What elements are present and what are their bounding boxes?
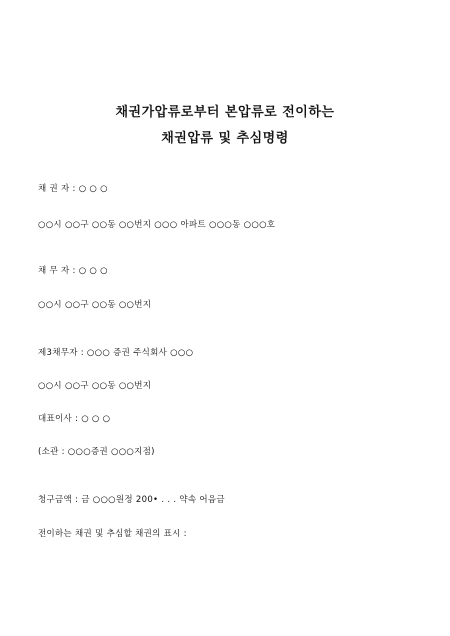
claim-amount-line: 청구금액 : 금 ○○○원정 200• . . . 약속 어음금 [38, 495, 225, 505]
jurisdiction-line: (소관 : ○○○증권 ○○○지점) [38, 447, 155, 457]
creditor-address-line: ○○시 ○○구 ○○동 ○○번지 ○○○ 아파트 ○○○동 ○○○호 [38, 220, 276, 230]
representative-line: 대표이사 : ○ ○ ○ [38, 414, 111, 424]
claim-description-line: 전이하는 채권 및 추심할 채권의 표시 : [38, 529, 187, 539]
debtor-line: 채 무 자 : ○ ○ ○ [38, 266, 108, 276]
debtor-address-line: ○○시 ○○구 ○○동 ○○번지 [38, 300, 152, 310]
document-title-line-2: 채권압류 및 추심명령 [161, 131, 289, 146]
document-title-line-1: 채권가압류로부터 본압류로 전이하는 [115, 105, 335, 120]
third-party-debtor-line: 제3채무자 : ○○○ 증권 주식회사 ○○○ [38, 348, 194, 358]
creditor-line: 채 권 자 : ○ ○ ○ [38, 184, 108, 194]
third-party-address-line: ○○시 ○○구 ○○동 ○○번지 [38, 381, 152, 391]
